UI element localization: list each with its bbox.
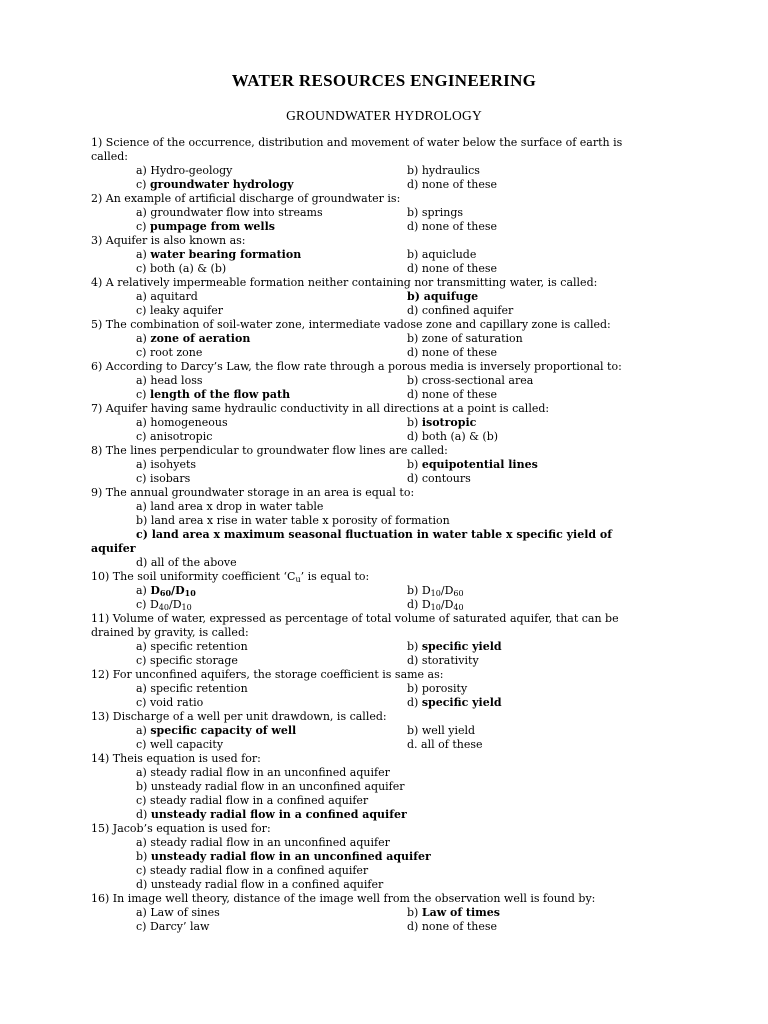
option-b: b) $D_{10}/D_{60}$: [407, 584, 464, 598]
option-c: c) void ratio: [136, 696, 204, 709]
option-d: d. all of these: [407, 738, 483, 751]
option-c: c) well capacity: [136, 738, 224, 751]
question-15: [91, 822, 691, 892]
question-1: [91, 136, 691, 192]
option-b: b) equipotential lines: [407, 458, 538, 471]
correct-answer: length of the flow path: [149, 388, 291, 401]
question-stem: 15) Jacob’s equation is used for:: [91, 822, 271, 835]
option-c: c) root zone: [136, 346, 203, 359]
option-c: c) both (a) & (b): [136, 262, 227, 275]
option-b: b) aquiclude: [407, 248, 477, 261]
question-10: [91, 570, 691, 612]
question-stem-cont: called:: [91, 150, 129, 163]
question-12: [91, 668, 691, 710]
document-subtitle: GROUNDWATER HYDROLOGY: [286, 108, 482, 123]
option-c: c) pumpage from wells: [136, 220, 275, 233]
option-b: b) isotropic: [407, 416, 477, 429]
question-stem: 13) Discharge of a well per unit drawdown, is called:: [91, 710, 387, 723]
option-d: d) unsteady radial flow in a confined aquifer: [136, 878, 384, 891]
question-stem: 6) According to Darcy’s Law, the flow rate through a porous media is inversely proportional to:: [91, 360, 622, 373]
option-a: a) steady radial flow in an unconfined aquifer: [136, 766, 390, 779]
option-b: b) zone of saturation: [407, 332, 523, 345]
question-stem: 3) Aquifer is also known as:: [91, 234, 246, 247]
question-stem: 16) In image well theory, distance of the image well from the observation well is found by:: [91, 892, 596, 905]
option-d: d) none of these: [407, 920, 498, 933]
option-c: c) anisotropic: [136, 430, 213, 443]
question-13: [91, 710, 691, 752]
correct-answer: unsteady radial flow in an unconfined aquifer: [150, 850, 431, 863]
option-a: a) Hydro-geology: [136, 164, 233, 177]
option-c: c) groundwater hydrology: [136, 178, 294, 191]
question-6: [91, 360, 691, 402]
correct-answer: groundwater hydrology: [149, 178, 294, 191]
question-8: [91, 444, 691, 486]
option-c: c) steady radial flow in a confined aquifer: [136, 864, 369, 877]
question-stem: 11) Volume of water, expressed as percentage of total volume of saturated aquifer, that can be: [91, 612, 619, 625]
correct-answer: land area x maximum seasonal fluctuation in water table x specific yield of: [151, 528, 612, 541]
option-a: a) steady radial flow in an unconfined aquifer: [136, 836, 390, 849]
option-d: d) storativity: [407, 654, 479, 667]
option-a: a) land area x drop in water table: [136, 500, 324, 513]
option-a: a) specific retention: [136, 682, 248, 695]
option-a: a) water bearing formation: [136, 248, 302, 261]
option-a: a) specific retention: [136, 640, 248, 653]
option-a: a) homogeneous: [136, 416, 228, 429]
option-a: a) groundwater flow into streams: [136, 206, 323, 219]
question-stem: 12) For unconfined aquifers, the storage coefficient is same as:: [91, 668, 444, 681]
correct-answer: unsteady radial flow in a confined aquifer: [150, 808, 407, 821]
option-c: c) leaky aquifer: [136, 304, 223, 317]
question-14: [91, 752, 691, 822]
correct-answer: Law of times: [421, 906, 500, 919]
question-5: [91, 318, 691, 360]
option-d: d) confined aquifer: [407, 304, 514, 317]
document-title: WATER RESOURCES ENGINEERING: [231, 71, 537, 90]
option-d: d) none of these: [407, 178, 498, 191]
option-d: d) none of these: [407, 346, 498, 359]
option-b: b) springs: [407, 206, 464, 219]
question-stem: 7) Aquifer having same hydraulic conductivity in all directions at a point is called:: [91, 402, 550, 415]
option-c: c) specific storage: [136, 654, 238, 667]
question-9: [91, 486, 691, 570]
option-c: c) $D_{40}/D_{10}$: [136, 598, 192, 612]
question-stem: 10) The soil uniformity coefficient ‘$C_u$’ is equal to:: [91, 570, 370, 584]
option-c: c) steady radial flow in a confined aquifer: [136, 794, 369, 807]
option-b: b) aquifuge: [407, 290, 479, 303]
option-b: b) land area x rise in water table x porosity of formation: [136, 514, 450, 527]
correct-answer: specific yield: [421, 640, 502, 653]
option-b: b) specific yield: [407, 640, 502, 653]
option-c: c) length of the flow path: [136, 388, 291, 401]
question-16: [91, 892, 691, 934]
question-stem: 1) Science of the occurrence, distribution and movement of water below the surface of earth is: [91, 136, 623, 149]
option-a: a) isohyets: [136, 458, 197, 471]
question-stem: 4) A relatively impermeable formation neither containing nor transmitting water, is called:: [91, 276, 598, 289]
question-stem-cont: drained by gravity, is called:: [91, 626, 249, 639]
option-b: b) well yield: [407, 724, 476, 737]
option-d: d) none of these: [407, 262, 498, 275]
question-4: [91, 276, 691, 318]
correct-answer: $D_{60}/D_{10}$: [150, 584, 196, 598]
option-b: b) Law of times: [407, 906, 500, 919]
correct-answer: aquifuge: [423, 290, 479, 303]
correct-answer: specific yield: [421, 696, 502, 709]
question-2: [91, 192, 691, 234]
correct-answer: specific capacity of well: [150, 724, 297, 737]
option-a: a) specific capacity of well: [136, 724, 297, 737]
option-c: c) isobars: [136, 472, 191, 485]
correct-answer: zone of aeration: [150, 332, 251, 345]
option-a: a) head loss: [136, 374, 203, 387]
correct-answer: pumpage from wells: [149, 220, 275, 233]
option-a: a) Law of sines: [136, 906, 220, 919]
option-d: d) specific yield: [407, 696, 502, 709]
option-c: c) Darcy’ law: [136, 920, 210, 933]
option-d: d) contours: [407, 472, 471, 485]
option-d: d) both (a) & (b): [407, 430, 499, 443]
option-d: d) none of these: [407, 388, 498, 401]
question-stem: 14) Theis equation is used for:: [91, 752, 261, 765]
option-b: b) cross-sectional area: [407, 374, 534, 387]
option-d: d) none of these: [407, 220, 498, 233]
question-list: [91, 136, 691, 934]
correct-answer: water bearing formation: [150, 248, 302, 261]
option-a: a) zone of aeration: [136, 332, 251, 345]
option-b: b) unsteady radial flow in an unconfined aquifer: [136, 780, 405, 793]
option-d: d) unsteady radial flow in a confined aquifer: [136, 808, 407, 821]
option-c-cont: aquifer: [91, 542, 136, 555]
option-b: b) unsteady radial flow in an unconfined aquifer: [136, 850, 431, 863]
correct-answer: equipotential lines: [421, 458, 538, 471]
option-a: a) $D_{60}/D_{10}$: [136, 584, 196, 598]
question-stem: 9) The annual groundwater storage in an area is equal to:: [91, 486, 415, 499]
question-stem: 5) The combination of soil-water zone, intermediate vadose zone and capillary zone is called:: [91, 318, 611, 331]
option-b: b) hydraulics: [407, 164, 480, 177]
correct-answer: isotropic: [421, 416, 477, 429]
option-b: b) porosity: [407, 682, 468, 695]
question-7: [91, 402, 691, 444]
option-c: c) land area x maximum seasonal fluctuation in water table x specific yield of: [136, 528, 612, 541]
question-11: [91, 612, 691, 668]
option-a: a) aquitard: [136, 290, 198, 303]
option-d: d) all of the above: [136, 556, 237, 569]
question-3: [91, 234, 691, 276]
question-stem: 8) The lines perpendicular to groundwater flow lines are called:: [91, 444, 448, 457]
question-stem: 2) An example of artificial discharge of groundwater is:: [91, 192, 401, 205]
option-d: d) $D_{10}/D_{40}$: [407, 598, 464, 612]
